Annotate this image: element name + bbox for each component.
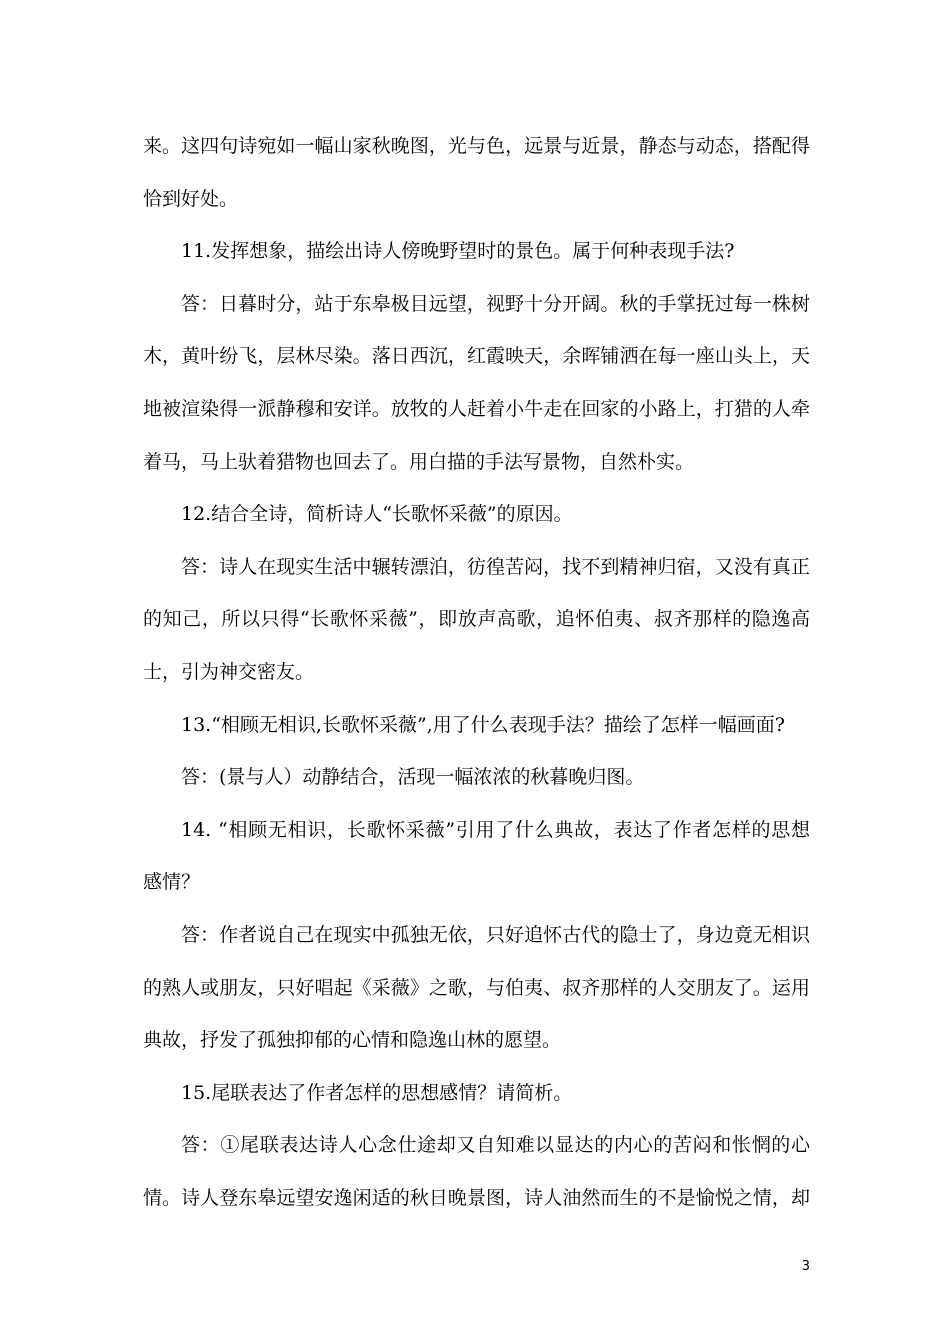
text-line: 感情？	[143, 871, 201, 894]
page-number: 3	[801, 1259, 810, 1274]
text-line: 情。诗人登东皋远望安逸闲适的秋日晚景图，诗人油然而生的不是愉悦之情，却	[143, 1186, 810, 1209]
answer-line: 答：(景与人）动静结合，活现一幅浓浓的秋暮晚归图。	[181, 766, 645, 789]
text-line: 地被渲染得一派静穆和安详。放牧的人赶着小牛走在回家的小路上，打猎的人牵	[143, 397, 810, 420]
text-line: 恰到好处。	[143, 187, 239, 210]
answer-line: 答：作者说自己在现实中孤独无依，只好追怀古代的隐士了，身边竟无相识	[181, 923, 810, 946]
text-line: 士，引为神交密友。	[143, 660, 315, 683]
body-text	[143, 126, 810, 1230]
text-line: 来。这四句诗宛如一幅山家秋晚图，光与色，远景与近景，静态与动态，搭配得	[143, 135, 810, 157]
text-line: 的熟人或朋友，只好唱起《采薇》之歌，与伯夷、叔齐那样的人交朋友了。运用	[143, 976, 810, 999]
question-line: 11.发挥想象，描绘出诗人傍晚野望时的景色。属于何种表现手法?	[181, 240, 735, 263]
question-line: 13.“相顾无相识,长歌怀采薇”,用了什么表现手法？描绘了怎样一幅画面?	[181, 713, 785, 736]
question-line: 14. “相顾无相识，长歌怀采薇”引用了什么典故，表达了作者怎样的思想	[181, 818, 810, 841]
text-line: 木，黄叶纷飞，层林尽染。落日西沉，红霞映天，余晖铺洒在每一座山头上，天	[143, 345, 810, 368]
answer-line: 答：日暮时分，站于东皋极目远望，视野十分开阔。秋的手掌抚过每一株树	[181, 292, 810, 315]
answer-line: 答：①尾联表达诗人心念仕途却又自知难以显达的内心的苦闷和怅惘的心	[181, 1134, 810, 1157]
question-line: 12.结合全诗，简析诗人“长歌怀采薇”的原因。	[181, 503, 573, 526]
text-line: 典故，抒发了孤独抑郁的心情和隐逸山林的愿望。	[143, 1029, 562, 1052]
text-line: 着马，马上驮着猎物也回去了。用白描的手法写景物，自然朴实。	[143, 450, 695, 473]
answer-line: 答：诗人在现实生活中辗转漂泊，彷徨苦闷，找不到精神归宿，又没有真正	[181, 555, 810, 578]
text-line: 的知己，所以只得“长歌怀采薇”，即放声高歌，追怀伯夷、叔齐那样的隐逸高	[143, 608, 810, 631]
question-line: 15.尾联表达了作者怎样的思想感情？请简析。	[181, 1081, 573, 1104]
